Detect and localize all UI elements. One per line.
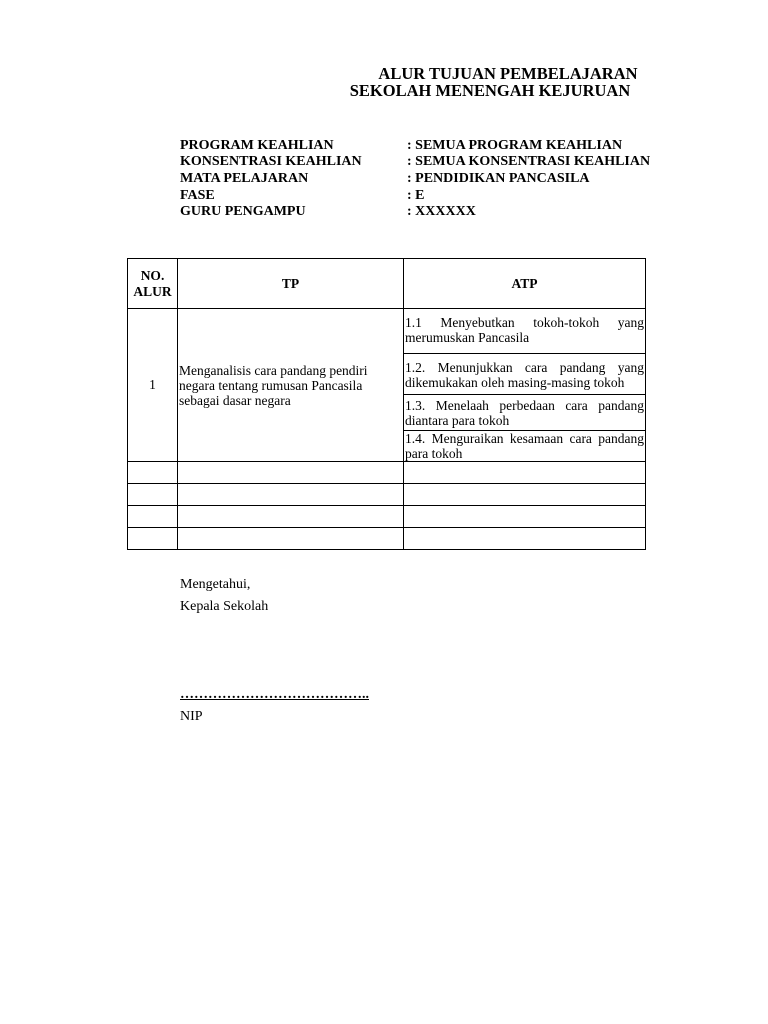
meta-value: : SEMUA KONSENTRASI KEAHLIAN <box>407 154 651 169</box>
atp-table <box>127 258 646 550</box>
empty-table-row <box>128 506 646 528</box>
signature-line: ………………………………….. <box>180 687 369 702</box>
header-no-alur: NO. ALUR <box>128 259 178 309</box>
meta-label: PROGRAM KEAHLIAN <box>180 138 334 153</box>
meta-label: KONSENTRASI KEAHLIAN <box>180 154 362 169</box>
atp-item-text: 1.2. Menunjukkan cara pandang yang dikemukakan oleh masing-masing tokoh <box>405 360 644 390</box>
empty-table-row <box>128 528 646 550</box>
atp-item <box>404 354 646 395</box>
header-tp: TP <box>178 259 404 309</box>
meta-value: : XXXXXX <box>407 204 476 219</box>
meta-label: GURU PENGAMPU <box>180 204 306 219</box>
meta-value: : SEMUA PROGRAM KEAHLIAN <box>407 138 623 153</box>
table-row <box>128 309 646 354</box>
meta-label: MATA PELAJARAN <box>180 171 309 186</box>
acknowledged-label: Mengetahui, <box>180 577 251 592</box>
empty-table-row <box>128 484 646 506</box>
meta-label: FASE <box>180 188 215 203</box>
tp-text: Menganalisis cara pandang pendiri negara tentang rumusan Pancasila sebagai dasar negara <box>178 309 404 462</box>
identity-section <box>174 138 651 222</box>
principal-role: Kepala Sekolah <box>180 599 269 614</box>
atp-item <box>404 309 646 354</box>
title-line-1: ALUR TUJUAN PEMBELAJARAN <box>378 64 638 83</box>
title-line-2: SEKOLAH MENENGAH KEJURUAN <box>349 81 631 100</box>
document-title <box>349 64 646 104</box>
atp-item <box>404 395 646 431</box>
empty-table-row <box>128 462 646 484</box>
atp-item <box>404 431 646 462</box>
meta-value: : E <box>407 188 425 203</box>
atp-item-text: 1.4. Menguraikan kesamaan cara pandang para tokoh <box>405 431 644 461</box>
alur-number: 1 <box>128 309 178 462</box>
header-atp: ATP <box>404 259 646 309</box>
atp-item-text: 1.1 Menyebutkan tokoh-tokoh yang merumuskan Pancasila <box>405 315 644 345</box>
meta-value: : PENDIDIKAN PANCASILA <box>407 171 590 186</box>
nip-label: NIP <box>180 709 203 724</box>
atp-item-text: 1.3. Menelaah perbedaan cara pandang diantara para tokoh <box>405 398 644 428</box>
table-header-row <box>128 259 646 309</box>
